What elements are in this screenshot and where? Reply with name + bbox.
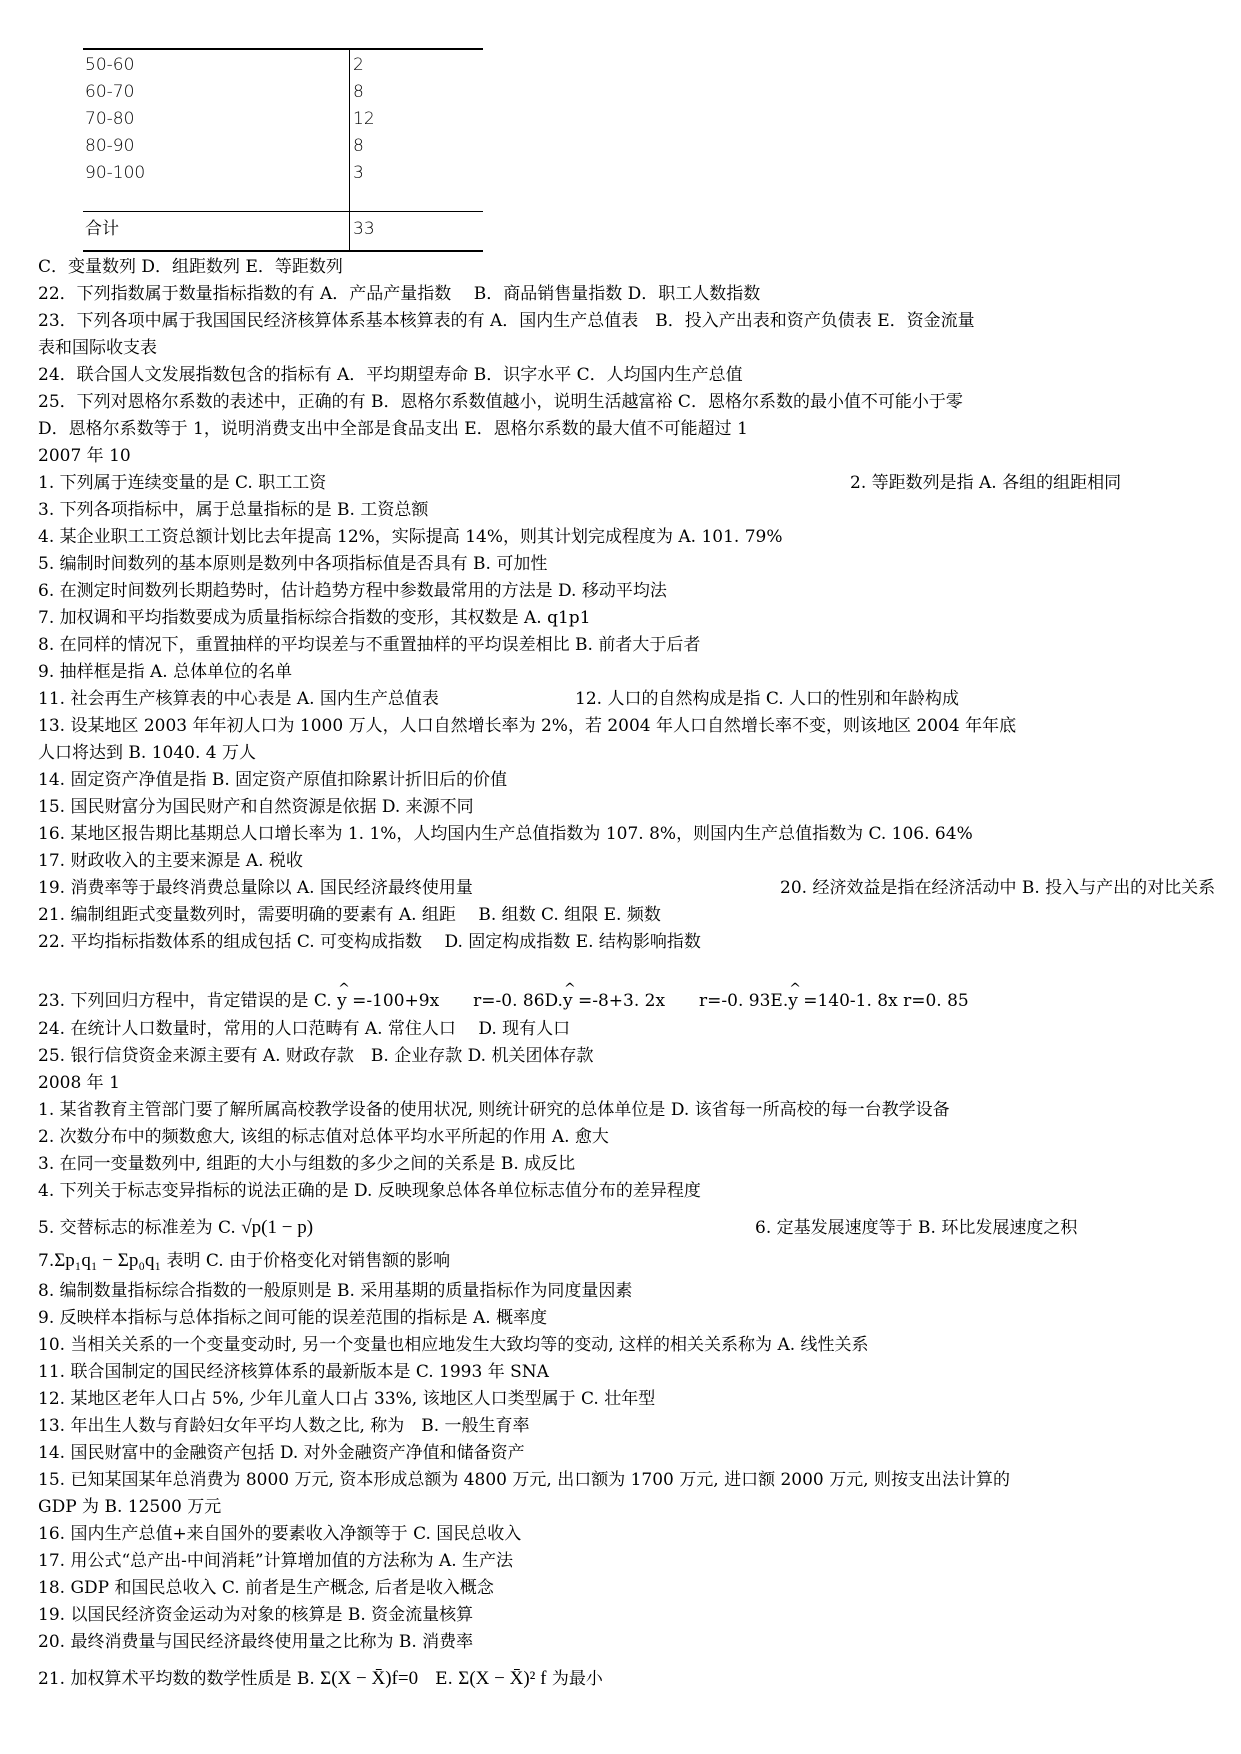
text-line: 16. 国内生产总值+来自国外的要素收入净额等于 C. 国民总收入 — [38, 1524, 522, 1544]
text-line: 2. 次数分布中的频数愈大, 该组的标志值对总体平均水平所起的作用 A. 愈大 — [38, 1127, 609, 1147]
table-cell-count: 12 — [353, 109, 375, 129]
text-line: 19. 消费率等于最终消费总量除以 A. 国民经济最终使用量 — [38, 878, 473, 898]
regression-eq-d: ^ y =-8+3. 2x r=-0. 93E. — [563, 990, 788, 1012]
text-line: 人口将达到 B. 1040. 4 万人 — [38, 743, 256, 763]
text-line-right: 12. 人口的自然构成是指 C. 人口的性别和年龄构成 — [575, 689, 960, 709]
text-line: 5. 编制时间数列的基本原则是数列中各项指标值是否具有 B. 可加性 — [38, 554, 548, 574]
text-line: 15. 已知某国某年总消费为 8000 万元, 资本形成总额为 4800 万元, 出口额为 1700 万元, 进口额 2000 万元, 则按支出法计算的 — [38, 1470, 1010, 1490]
text-line: 14. 国民财富中的金融资产包括 D. 对外金融资产净值和储备资产 — [38, 1443, 525, 1463]
text-line-right: 2. 等距数列是指 A. 各组的组距相同 — [850, 473, 1122, 493]
text-line: 17. 用公式“总产出-中间消耗”计算增加值的方法称为 A. 生产法 — [38, 1551, 514, 1571]
text-line: 16. 某地区报告期比基期总人口增长率为 1. 1%，人均国内生产总值指数为 107. 8%，则国内生产总值指数为 C. 106. 64% — [38, 824, 973, 844]
table-total-label: 合计 — [85, 219, 119, 239]
table-cell-range: 90-100 — [85, 163, 146, 183]
text-line: C．变量数列 D．组距数列 E．等距数列 — [38, 257, 343, 277]
text-line: 4. 下列关于标志变异指标的说法正确的是 D. 反映现象总体各单位标志值分布的差异程度 — [38, 1181, 701, 1201]
text-line: 1. 下列属于连续变量的是 C. 职工工资 — [38, 473, 327, 493]
std-dev-line — [38, 1217, 313, 1239]
text-line: 1. 某省教育主管部门要了解所属高校教学设备的使用状况, 则统计研究的总体单位是 D. 该省每一所高校的每一台教学设备 — [38, 1100, 950, 1120]
table-cell-range: 60-70 — [85, 82, 135, 102]
text-line: 8. 编制数量指标综合指数的一般原则是 B. 采用基期的质量指标作为同度量因素 — [38, 1281, 633, 1301]
text-line: GDP 为 B. 12500 万元 — [38, 1497, 222, 1517]
text-line: 20. 最终消费量与国民经济最终使用量之比称为 B. 消费率 — [38, 1632, 474, 1652]
table-cell-count: 2 — [353, 55, 364, 75]
text-line: 15. 国民财富分为国民财产和自然资源是依据 D. 来源不同 — [38, 797, 474, 817]
text-line: D．恩格尔系数等于 1，说明消费支出中全部是食品支出 E．恩格尔系数的最大值不可能超过 1 — [38, 419, 748, 439]
table-total-value: 33 — [353, 219, 375, 239]
std-dev-prefix: 5. 交替标志的标准差为 C. — [38, 1218, 242, 1238]
text-line: 19. 以国民经济资金运动为对象的核算是 B. 资金流量核算 — [38, 1605, 474, 1625]
weighted-mean-formula-b: Σ(X − X̄)f=0 — [320, 1668, 419, 1689]
regression-eq-e: ^ y =140-1. 8x r=0. 85 — [788, 990, 969, 1012]
text-line: 3. 下列各项指标中，属于总量指标的是 B. 工资总额 — [38, 500, 429, 520]
table-top-rule — [83, 48, 483, 50]
text-line: 24. 在统计人口数量时，常用的人口范畴有 A. 常住人口 D. 现有人口 — [38, 1019, 571, 1039]
text-line: 9. 抽样框是指 A. 总体单位的名单 — [38, 662, 293, 682]
text-line: 11. 社会再生产核算表的中心表是 A. 国内生产总值表 — [38, 689, 439, 709]
text-line: 23．下列各项中属于我国国民经济核算体系基本核算表的有 A．国内生产总值表 B．投入产出表和资产负债表 E．资金流量 — [38, 311, 975, 331]
text-line: 25. 银行信贷资金来源主要有 A. 财政存款 B. 企业存款 D. 机关团体存款 — [38, 1046, 594, 1066]
text-line: 24．联合国人文发展指数包含的指标有 A．平均期望寿命 B．识字水平 C．人均国内生产总值 — [38, 365, 743, 385]
price-index-prefix: 7. — [38, 1251, 55, 1271]
table-column-divider — [349, 48, 350, 252]
regression-line — [38, 990, 969, 1012]
price-index-suffix: 表明 C. 由于价格变化对销售额的影响 — [161, 1251, 451, 1271]
table-cell-count: 8 — [353, 136, 364, 156]
section-heading-2007: 2007 年 10 — [38, 446, 131, 466]
text-line: 21. 编制组距式变量数列时，需要明确的要素有 A. 组距 B. 组数 C. 组限 E. 频数 — [38, 905, 661, 925]
table-cell-range: 70-80 — [85, 109, 135, 129]
regression-prefix: 23. 下列回归方程中，肯定错误的是 C. — [38, 991, 338, 1011]
table-cell-range: 80-90 — [85, 136, 135, 156]
text-line: 12. 某地区老年人口占 5%, 少年儿童人口占 33%, 该地区人口类型属于 C. 壮年型 — [38, 1389, 656, 1409]
text-line: 14. 固定资产净值是指 B. 固定资产原值扣除累计折旧后的价值 — [38, 770, 508, 790]
table-total-rule — [83, 211, 483, 212]
text-line: 17. 财政收入的主要来源是 A. 税收 — [38, 851, 303, 871]
text-line: 18. GDP 和国民总收入 C. 前者是生产概念, 后者是收入概念 — [38, 1578, 494, 1598]
weighted-mean-line — [38, 1668, 603, 1690]
text-line: 6. 在测定时间数列长期趋势时，估计趋势方程中参数最常用的方法是 D. 移动平均法 — [38, 581, 667, 601]
std-dev-formula: √p(1 − p) — [241, 1217, 314, 1238]
text-line: 25．下列对恩格尔系数的表述中，正确的有 B．恩格尔系数值越小，说明生活越富裕 C．恩格尔系数的最小值不可能小于零 — [38, 392, 963, 412]
text-line-right: 20. 经济效益是指在经济活动中 B. 投入与产出的对比关系 — [780, 878, 1216, 898]
text-line: 8. 在同样的情况下，重置抽样的平均误差与不重置抽样的平均误差相比 B. 前者大于后者 — [38, 635, 701, 655]
text-line-right: 6. 定基发展速度等于 B. 环比发展速度之积 — [755, 1218, 1078, 1238]
weighted-mean-mid: E. — [418, 1669, 459, 1689]
text-line: 11. 联合国制定的国民经济核算体系的最新版本是 C. 1993 年 SNA — [38, 1362, 549, 1382]
table-cell-count: 3 — [353, 163, 364, 183]
weighted-mean-prefix: 21. 加权算术平均数的数学性质是 B. — [38, 1669, 321, 1689]
text-line: 22. 平均指标指数体系的组成包括 C. 可变构成指数 D. 固定构成指数 E. 结构影响指数 — [38, 932, 701, 952]
text-line: 表和国际收支表 — [38, 338, 157, 358]
table-cell-range: 50-60 — [85, 55, 135, 75]
text-line: 3. 在同一变量数列中, 组距的大小与组数的多少之间的关系是 B. 成反比 — [38, 1154, 576, 1174]
text-line: 4. 某企业职工工资总额计划比去年提高 12%，实际提高 14%，则其计划完成程度为 A. 101. 79% — [38, 527, 783, 547]
table-bottom-rule — [83, 250, 483, 252]
price-index-line — [38, 1250, 450, 1272]
text-line: 10. 当相关关系的一个变量变动时, 另一个变量也相应地发生大致均等的变动, 这样的相关关系称为 A. 线性关系 — [38, 1335, 869, 1355]
table-cell-count: 8 — [353, 82, 364, 102]
section-heading-2008: 2008 年 1 — [38, 1073, 120, 1093]
text-line: 13. 设某地区 2003 年年初人口为 1000 万人，人口自然增长率为 2%，若 2004 年人口自然增长率不变，则该地区 2004 年年底 — [38, 716, 1017, 736]
weighted-mean-suffix: 为最小 — [546, 1669, 603, 1689]
weighted-mean-formula-e: Σ(X − X̄)² f — [458, 1668, 547, 1689]
text-line: 7. 加权调和平均指数要成为质量指标综合指数的变形，其权数是 A. q1p1 — [38, 608, 591, 628]
text-line: 13. 年出生人数与育龄妇女年平均人数之比, 称为 B. 一般生育率 — [38, 1416, 530, 1436]
price-index-formula: Σp₁q₁ − Σp₀q₁ — [54, 1250, 162, 1271]
text-line: 9. 反映样本指标与总体指标之间可能的误差范围的指标是 A. 概率度 — [38, 1308, 548, 1328]
text-line: 22．下列指数属于数量指标指数的有 A．产品产量指数 B．商品销售量指数 D．职工人数指数 — [38, 284, 761, 304]
regression-eq-c: ^ y =-100+9x r=-0. 86D. — [337, 990, 563, 1012]
